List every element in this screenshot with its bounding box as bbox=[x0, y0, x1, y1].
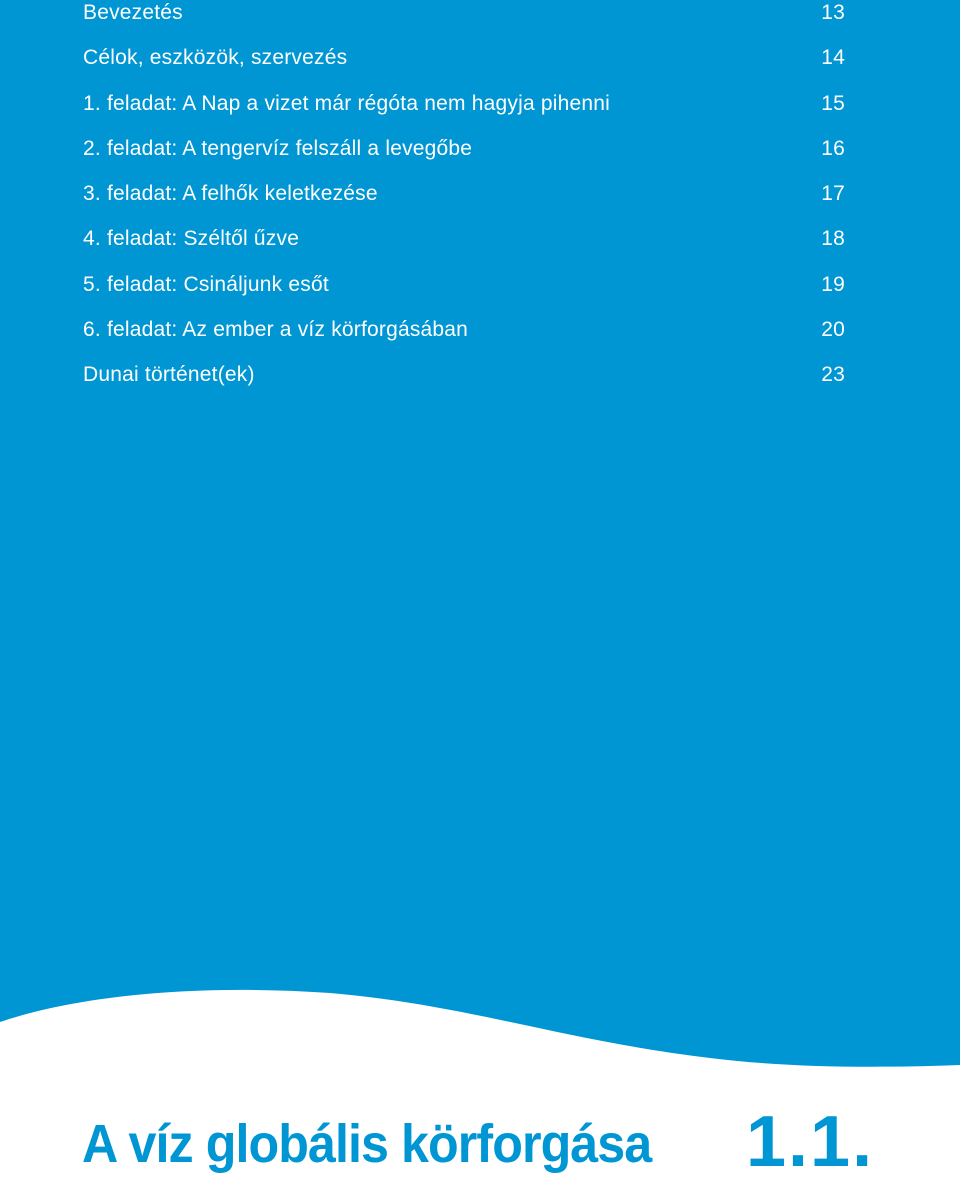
chapter-title: A víz globális körforgása bbox=[82, 1114, 652, 1174]
toc-entry-page: 20 bbox=[821, 318, 845, 342]
toc-entry-title: 1. feladat: A Nap a vizet már régóta nem hagyja pihenni bbox=[83, 91, 610, 115]
toc-entry-danube-stories[interactable] bbox=[83, 362, 845, 407]
table-of-contents bbox=[83, 0, 845, 408]
toc-entry-page: 17 bbox=[821, 182, 845, 206]
toc-entry-page: 16 bbox=[821, 136, 845, 160]
toc-entry-introduction[interactable] bbox=[83, 0, 845, 45]
chapter-number: 1.1. bbox=[746, 1102, 875, 1182]
chapter-heading bbox=[82, 1102, 882, 1182]
toc-entry-task-5[interactable] bbox=[83, 272, 845, 317]
toc-entry-page: 13 bbox=[821, 1, 845, 24]
toc-entry-title: 5. feladat: Csináljunk esőt bbox=[83, 272, 329, 296]
toc-entry-task-3[interactable] bbox=[83, 181, 845, 226]
toc-entry-page: 15 bbox=[821, 91, 845, 115]
toc-entry-task-1[interactable] bbox=[83, 91, 845, 136]
toc-entry-goals[interactable] bbox=[83, 45, 845, 90]
toc-entry-task-2[interactable] bbox=[83, 136, 845, 181]
toc-entry-task-4[interactable] bbox=[83, 226, 845, 271]
toc-entry-title: Dunai történet(ek) bbox=[83, 363, 255, 387]
toc-entry-page: 18 bbox=[821, 227, 845, 251]
toc-entry-page: 14 bbox=[821, 46, 845, 70]
toc-entry-page: 23 bbox=[821, 363, 845, 387]
toc-entry-page: 19 bbox=[821, 272, 845, 296]
toc-entry-title: 2. feladat: A tengervíz felszáll a levegőbe bbox=[83, 136, 473, 160]
toc-entry-title: 4. feladat: Széltől űzve bbox=[83, 227, 300, 251]
toc-entry-task-6[interactable] bbox=[83, 317, 845, 362]
toc-entry-title: Bevezetés bbox=[83, 1, 183, 24]
toc-entry-title: Célok, eszközök, szervezés bbox=[83, 46, 348, 70]
toc-entry-title: 6. feladat: Az ember a víz körforgásában bbox=[83, 318, 469, 342]
toc-entry-title: 3. feladat: A felhők keletkezése bbox=[83, 182, 378, 206]
